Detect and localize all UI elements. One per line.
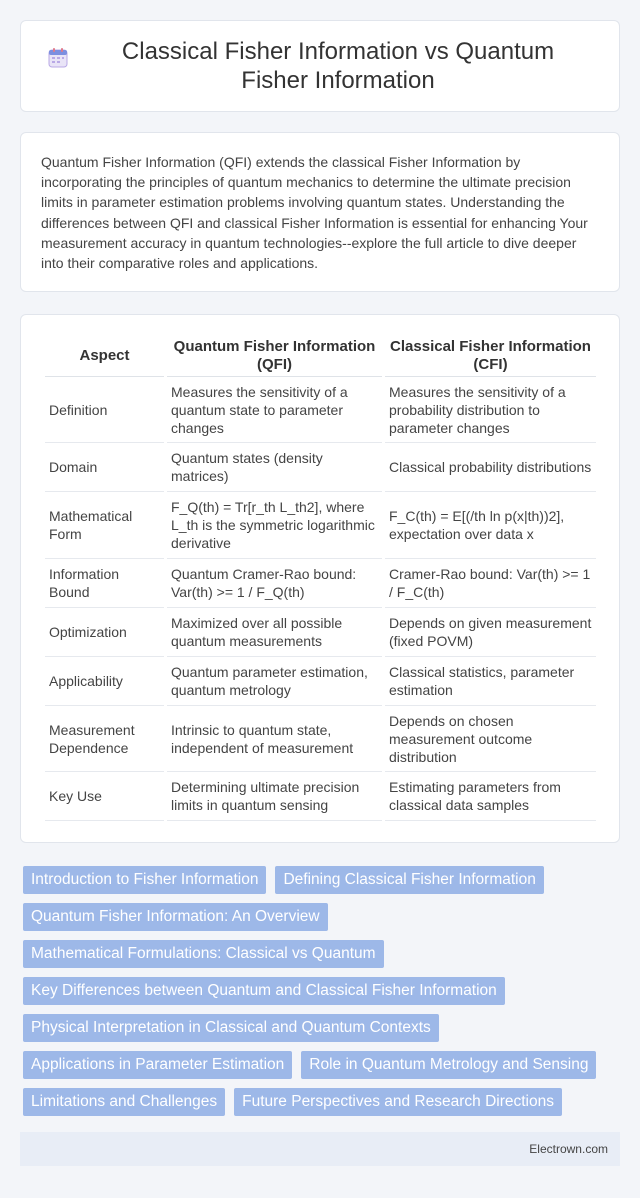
column-header: Aspect — [45, 336, 164, 377]
topic-tags — [20, 866, 620, 1116]
table-header-row — [45, 336, 596, 377]
table-cell: Applicability — [45, 657, 164, 706]
page-title: Classical Fisher Information vs Quantum Fisher Information — [121, 38, 555, 94]
table-cell: Classical probability distributions — [385, 443, 596, 492]
table-cell: Depends on chosen measurement outcome distribution — [385, 706, 596, 772]
table-cell: Classical statistics, parameter estimation — [385, 657, 596, 706]
table-cell: Determining ultimate precision limits in quantum sensing — [167, 772, 382, 821]
tag-link[interactable]: Limitations and Challenges — [23, 1088, 225, 1116]
footer-site-link[interactable]: Electrown.com — [529, 1142, 608, 1157]
header-card — [20, 20, 620, 112]
table-row — [45, 706, 596, 772]
tag-link[interactable]: Defining Classical Fisher Information — [275, 866, 543, 894]
table-cell: Information Bound — [45, 559, 164, 608]
tag-link[interactable]: Physical Interpretation in Classical and Quantum Contexts — [23, 1014, 439, 1042]
table-cell: Measures the sensitivity of a quantum state to parameter changes — [167, 377, 382, 443]
table-cell: Mathematical Form — [45, 492, 164, 559]
table-cell: Quantum states (density matrices) — [167, 443, 382, 492]
intro-text: Quantum Fisher Information (QFI) extends the classical Fisher Information by incorporating the principles of quantum mechanics to determine the ultimate precision limits in parameter estimation problems involving quantum states. Understanding the differences between QFI and classical Fisher Information is essential for enhancing Your measurement accuracy in quantum technologies--explore the full article to dive deeper into their comparative roles and applications. — [41, 154, 588, 272]
table-cell: Depends on given measurement (fixed POVM) — [385, 608, 596, 657]
column-header: Classical Fisher Information (CFI) — [385, 336, 596, 377]
table-row — [45, 377, 596, 443]
comparison-table-card — [20, 314, 620, 843]
table-cell: F_C(th) = E[(/th ln p(x|th))2], expectation over data x — [385, 492, 596, 559]
table-cell: Estimating parameters from classical data samples — [385, 772, 596, 821]
footer — [20, 1132, 620, 1166]
table-row — [45, 492, 596, 559]
table-cell: Definition — [45, 377, 164, 443]
table-cell: Quantum Cramer-Rao bound: Var(th) >= 1 / F_Q(th) — [167, 559, 382, 608]
table-cell: Optimization — [45, 608, 164, 657]
table-row — [45, 772, 596, 821]
comparison-table — [42, 336, 599, 821]
table-row — [45, 443, 596, 492]
tag-link[interactable]: Key Differences between Quantum and Classical Fisher Information — [23, 977, 505, 1005]
tag-link[interactable]: Role in Quantum Metrology and Sensing — [301, 1051, 596, 1079]
calendar-icon — [47, 47, 69, 69]
table-cell: Measures the sensitivity of a probability distribution to parameter changes — [385, 377, 596, 443]
table-cell: Cramer-Rao bound: Var(th) >= 1 / F_C(th) — [385, 559, 596, 608]
tag-link[interactable]: Mathematical Formulations: Classical vs Quantum — [23, 940, 384, 968]
tag-link[interactable]: Quantum Fisher Information: An Overview — [23, 903, 328, 931]
table-cell: Intrinsic to quantum state, independent of measurement — [167, 706, 382, 772]
table-cell: Maximized over all possible quantum measurements — [167, 608, 382, 657]
table-cell: F_Q(th) = Tr[r_th L_th2], where L_th is the symmetric logarithmic derivative — [167, 492, 382, 559]
table-cell: Measurement Dependence — [45, 706, 164, 772]
table-cell: Key Use — [45, 772, 164, 821]
table-cell: Domain — [45, 443, 164, 492]
table-row — [45, 657, 596, 706]
column-header: Quantum Fisher Information (QFI) — [167, 336, 382, 377]
tag-link[interactable]: Introduction to Fisher Information — [23, 866, 266, 894]
tag-link[interactable]: Applications in Parameter Estimation — [23, 1051, 292, 1079]
table-cell: Quantum parameter estimation, quantum metrology — [167, 657, 382, 706]
table-row — [45, 559, 596, 608]
intro-card — [20, 132, 620, 292]
tag-link[interactable]: Future Perspectives and Research Directions — [234, 1088, 562, 1116]
table-row — [45, 608, 596, 657]
